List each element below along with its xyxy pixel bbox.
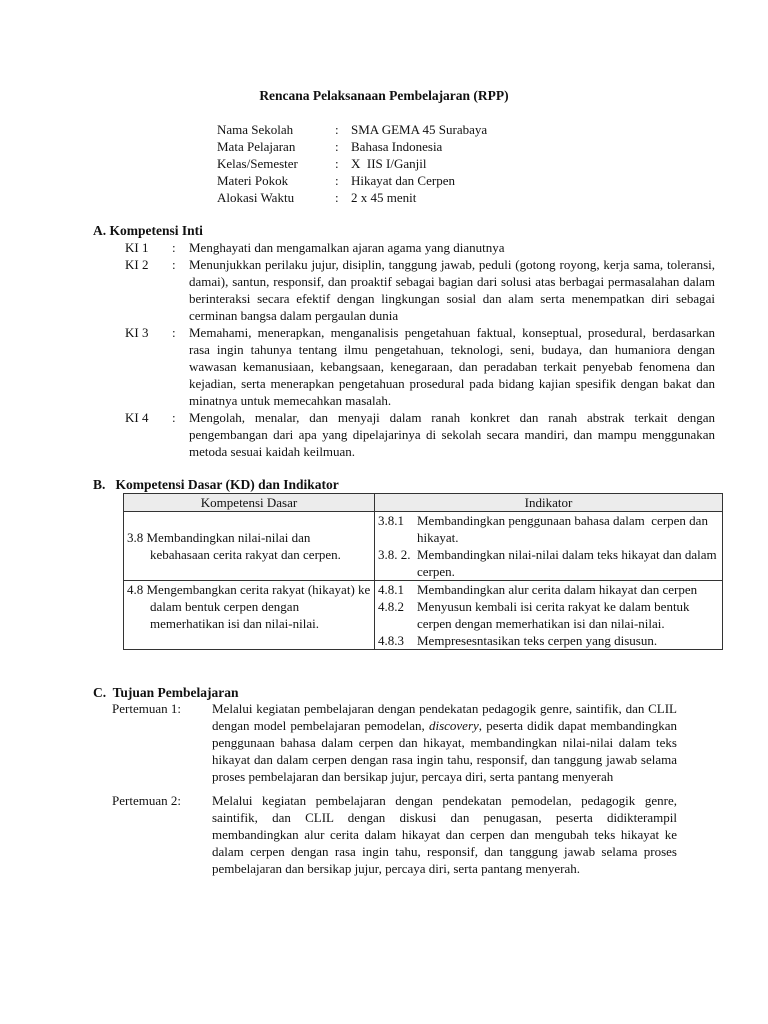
ki-separator: : [172,410,176,425]
tujuan-text-part: Melalui kegiatan pembelajaran dengan pendekatan pemodelan, pedagogik genre, saintifik, dan CLIL dengan diskusi dan penugasan, peserta didikterampil membandingkan alur cerita dalam hikayat dan cerpen dan mengubah teks hikayat ke dalam cerpen dengan rasa ingin tahu, responsif, dan tanggung jawab selama proses pembelajaran dan bersikap jujur, percaya diri, serta pantang menyerah. [212,793,677,876]
identity-row-subject [217,138,487,155]
tujuan-text-part: , peserta didik dapat membandingkan penggunaan bahasa dalam cerpen dan hikayat, membandingkan nilai-nilai dalam teks hikayat dan dalam cerpen dengan rasa ingin tahu, responsif, dan tanggung jawab selama proses pembelajaran dan bersikap jujur, percaya diri, serta pantang menyerah [212,718,677,784]
identity-value: 2 x 45 menit [351,190,417,205]
ki-item [125,256,715,324]
kd-cell [124,581,375,650]
identity-row-school [217,121,487,138]
indikator-item [378,581,719,598]
column-header-kd: Kompetensi Dasar [124,494,375,512]
ki-label: KI 1 [125,240,149,255]
table-row [124,512,723,581]
kd-text: 3.8 Membandingkan nilai-nilai dan kebahasaan cerita rakyat dan cerpen. [127,530,341,562]
identity-label: Nama Sekolah [217,122,294,137]
identity-value: SMA GEMA 45 Surabaya [351,122,488,137]
indikator-item [378,546,719,580]
ki-item [125,239,715,256]
ki-label: KI 2 [125,257,149,272]
tujuan-text [212,700,677,785]
table-row [124,581,723,650]
identity-value: Hikayat dan Cerpen [351,173,455,188]
identity-label: Mata Pelajaran [217,139,296,154]
identity-separator: : [335,190,339,205]
identity-separator: : [335,156,339,171]
kompetensi-inti-list [125,239,715,460]
ki-item [125,324,715,409]
indikator-text: Membandingkan penggunaan bahasa dalam cerpen dan hikayat. [417,513,712,545]
identity-row-time [217,189,487,206]
tujuan-pembelajaran-list [112,700,677,884]
indikator-cell [375,512,723,581]
identity-value: Bahasa Indonesia [351,139,443,154]
indikator-text: Mempresesntasikan teks cerpen yang disusun. [417,633,658,648]
indikator-number: 3.8.1 [378,513,404,528]
kd-cell [124,512,375,581]
indikator-item [378,632,719,649]
section-b-heading: B. Kompetensi Dasar (KD) dan Indikator [93,477,339,492]
kd-text: 4.8 Mengembangkan cerita rakyat (hikayat) ke dalam bentuk cerpen dengan memerhatikan isi dan nilai-nilai. [127,582,371,631]
indikator-number: 4.8.3 [378,633,404,648]
indikator-text: Membandingkan nilai-nilai dalam teks hikayat dan dalam cerpen. [417,547,717,579]
indikator-number: 4.8.1 [378,582,404,597]
indikator-number: 3.8. 2. [378,547,411,562]
identity-value: X IIS I/Ganjil [351,156,427,171]
identity-separator: : [335,122,339,137]
identity-label: Materi Pokok [217,173,289,188]
identity-separator: : [335,173,339,188]
indikator-text: Membandingkan alur cerita dalam hikayat dan cerpen [417,582,698,597]
ki-separator: : [172,257,176,272]
tujuan-text [212,792,677,877]
tujuan-item [112,792,677,877]
identity-label: Alokasi Waktu [217,190,295,205]
identity-row-class [217,155,487,172]
section-c-heading: C. Tujuan Pembelajaran [93,685,239,700]
document-title: Rencana Pelaksanaan Pembelajaran (RPP) [259,88,509,103]
section-a-heading: A. Kompetensi Inti [93,223,203,238]
indikator-item [378,512,719,546]
kd-indikator-table [123,493,723,650]
indikator-cell [375,581,723,650]
tujuan-text-part: Melalui kegiatan pembelajaran dengan pendekatan pedagogik genre, saintifik, dan CLIL dengan model pembelajaran pemodelan, [212,701,677,733]
ki-text: Mengolah, menalar, dan menyaji dalam ranah konkret dan ranah abstrak terkait dengan pengembangan dari apa yang dipelajarinya di sekolah secara mandiri, dan mampu menggunakan metoda sesuai kaidah keilmuan. [189,410,715,459]
identity-separator: : [335,139,339,154]
ki-separator: : [172,325,176,340]
ki-item [125,409,715,460]
column-header-indikator: Indikator [375,494,723,512]
tujuan-text-italic: discovery [428,718,479,733]
ki-text: Menunjukkan perilaku jujur, disiplin, tanggung jawab, peduli (gotong royong, kerja sama, toleransi, damai), santun, responsif, dan proaktif sebagai bagian dari solusi atas berbagai permasalahan dalam berinteraksi secara efektif dengan lingkungan sosial dan alam serta menempatkan diri sebagai cerminan bangsa dalam pergaulan dunia [189,257,715,323]
indikator-item [378,598,719,632]
identity-row-topic [217,172,487,189]
indikator-number: 4.8.2 [378,599,404,614]
ki-text: Menghayati dan mengamalkan ajaran agama yang dianutnya [189,240,505,255]
ki-text: Memahami, menerapkan, menganalisis pengetahuan faktual, konseptual, prosedural, berdasarkan rasa ingin tahunya tentang ilmu pengetahuan, teknologi, seni, budaya, dan humaniora dengan wawasan kemanusiaan, kebangsaan, kenegaraan, dan peradaban terkait penyebab fenomena dan kejadian, serta menerapkan pengetahuan prosedural pada bidang kajian spesifik dengan bakat dan minatnya untuk memecahkan masalah. [189,325,715,408]
indikator-text: Menyusun kembali isi cerita rakyat ke dalam bentuk cerpen dengan memerhatikan isi dan nilai-nilai. [417,599,690,631]
table-header-row [124,494,723,512]
ki-separator: : [172,240,176,255]
ki-label: KI 3 [125,325,149,340]
ki-label: KI 4 [125,410,149,425]
identity-label: Kelas/Semester [217,156,298,171]
tujuan-item [112,700,677,785]
tujuan-label: Pertemuan 1: [112,701,181,716]
identity-block [217,121,487,206]
tujuan-label: Pertemuan 2: [112,793,181,808]
